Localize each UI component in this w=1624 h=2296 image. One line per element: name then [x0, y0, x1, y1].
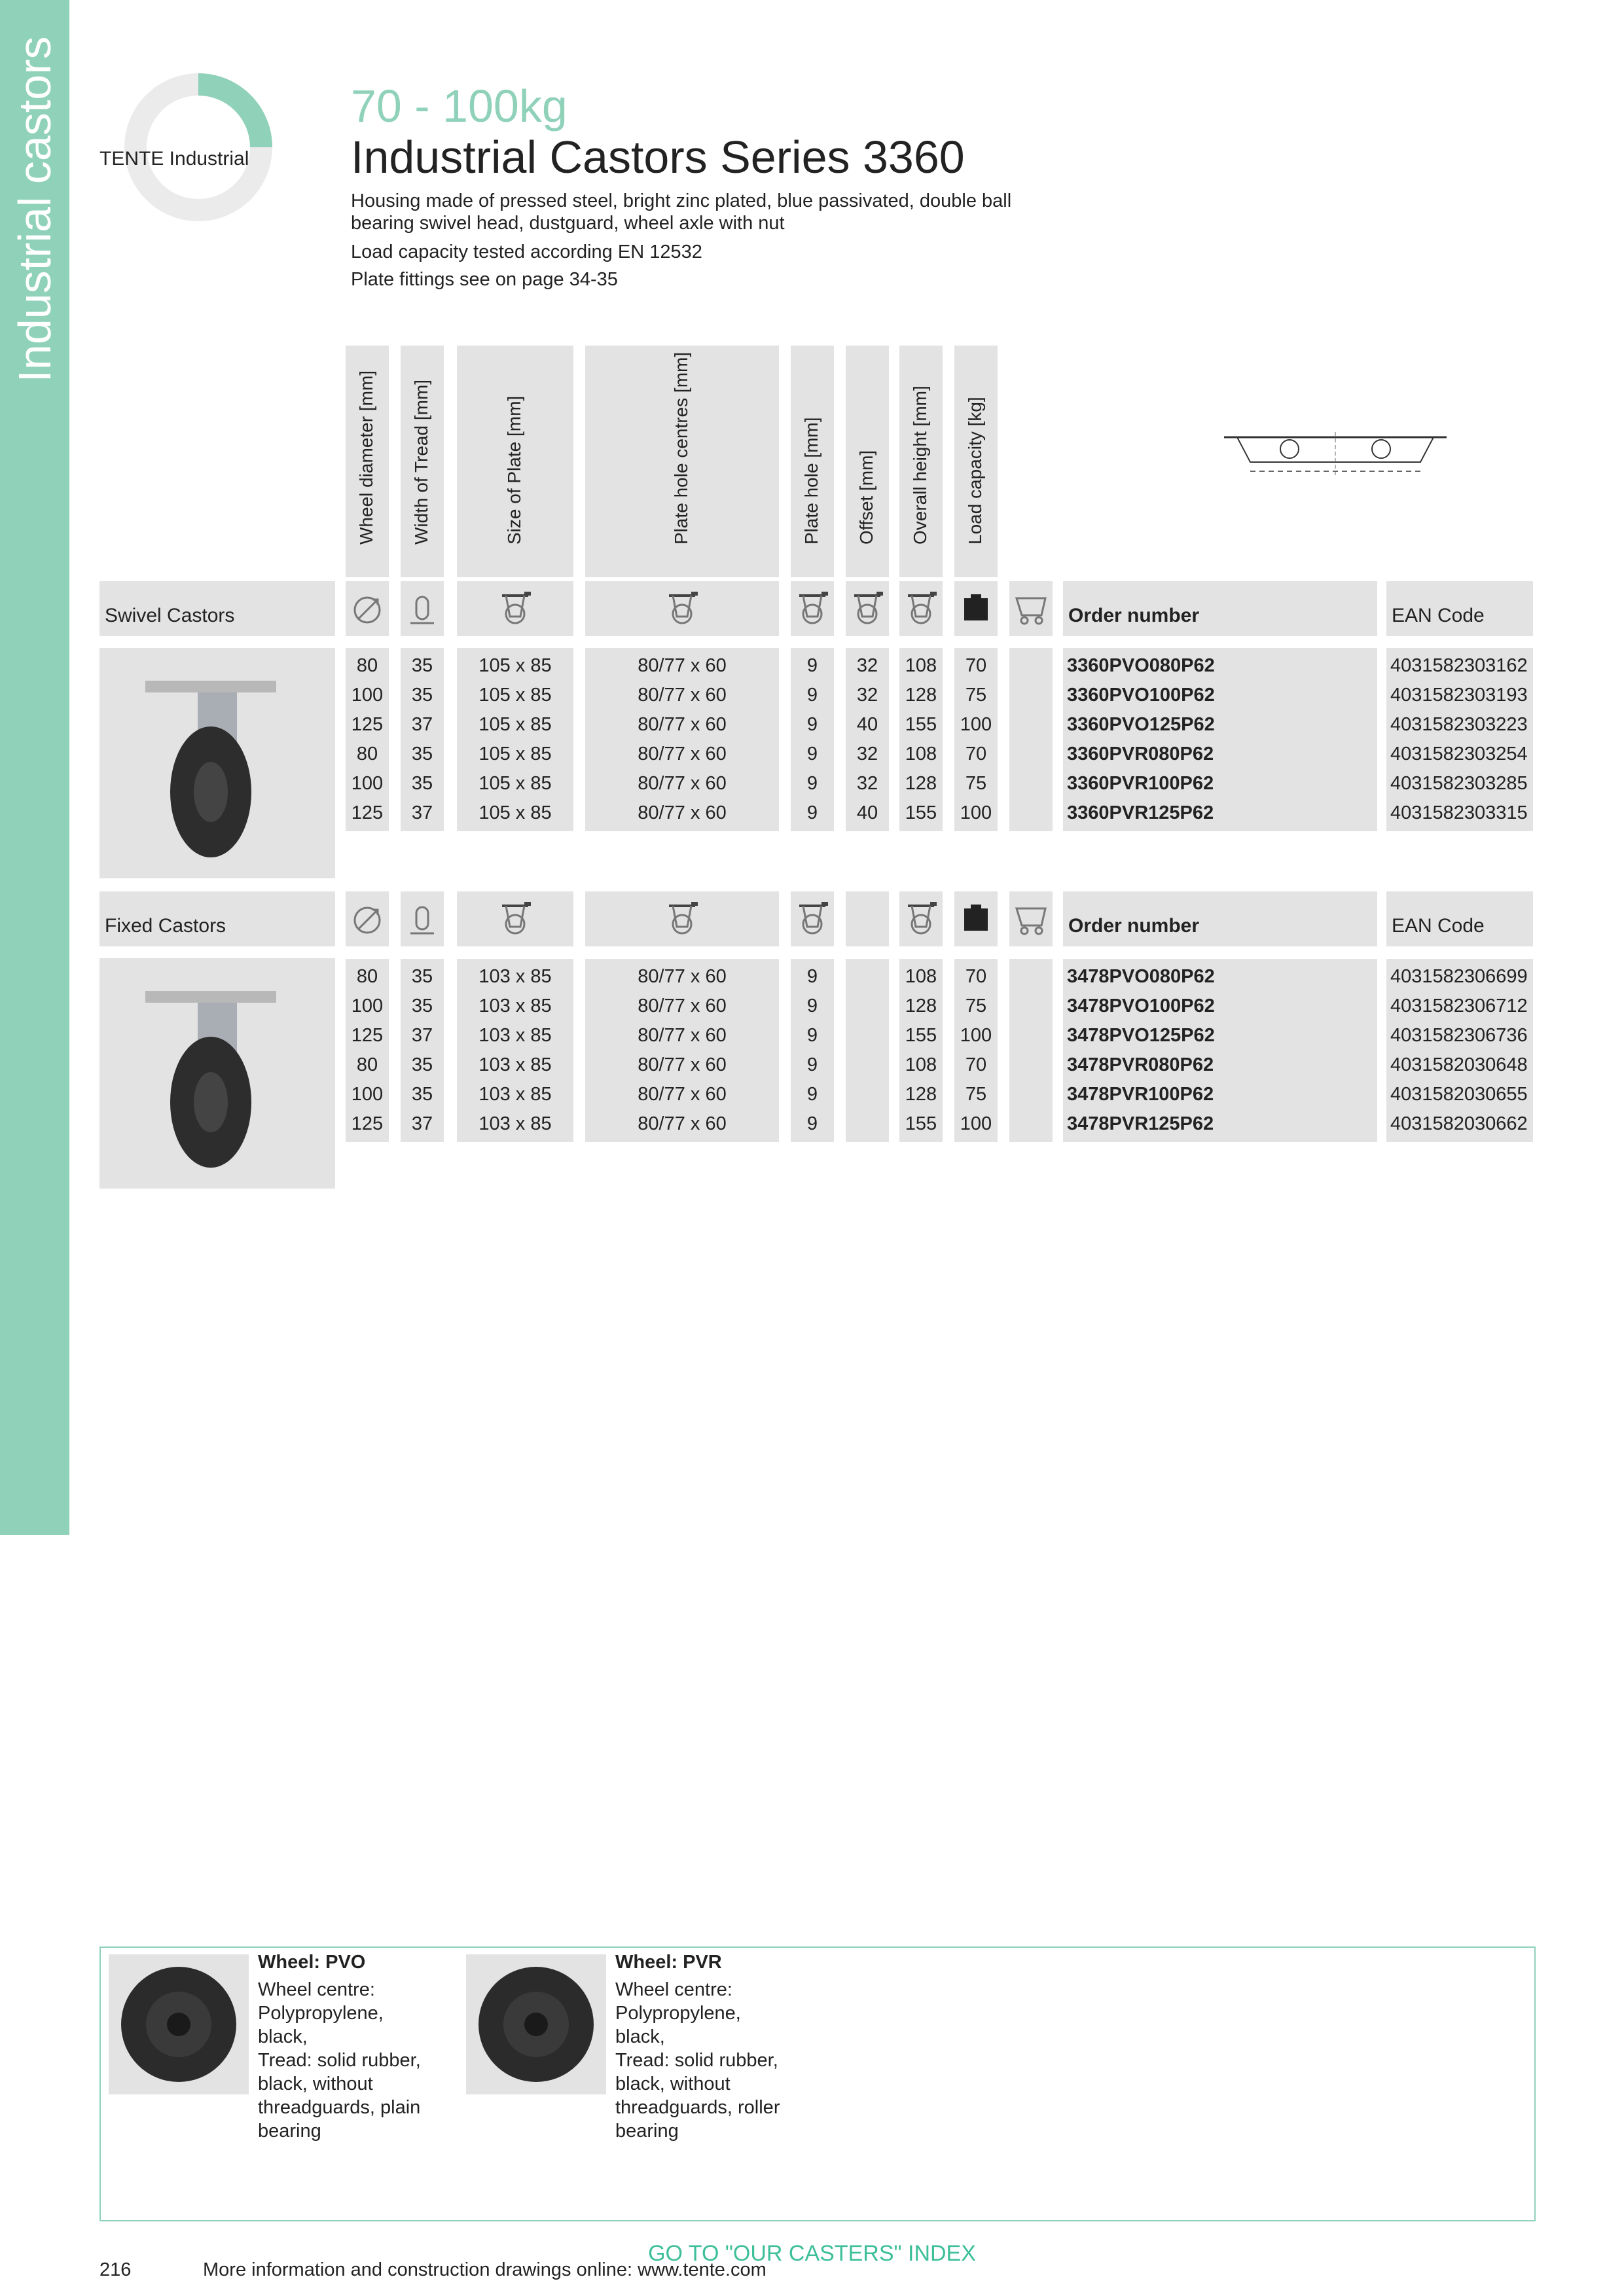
- load-cell: 70: [965, 1054, 987, 1075]
- holes-cell: 80/77 x 60: [638, 802, 727, 823]
- order-number-cell[interactable]: 3478PVR100P62: [1067, 1084, 1214, 1105]
- header-icon-cell: [346, 581, 389, 636]
- hole-cell: 9: [806, 1084, 818, 1105]
- plate-cell: 105 x 85: [478, 685, 552, 706]
- header-icon-cell: [954, 581, 998, 636]
- load-cell: 75: [965, 773, 987, 794]
- description: Housing made of pressed steel, bright zinc plated, blue passivated, double ball bearing swivel head, dustguard, wheel axle with nut: [351, 190, 1012, 234]
- brand-name: TENTE Industrial: [99, 148, 249, 170]
- brand-ring-logo: [123, 72, 274, 223]
- tread-cell: 37: [411, 1025, 433, 1046]
- column-header: Width of Tread [mm]: [401, 346, 444, 577]
- wheel-photo-pvr: [466, 1954, 606, 2094]
- holes-cell: 80/77 x 60: [638, 1025, 727, 1046]
- ean-cell: 4031582303315: [1390, 802, 1528, 823]
- wheel-title-pvo: Wheel: PVO: [258, 1952, 366, 1973]
- ean-cell: 4031582303162: [1390, 655, 1528, 676]
- load-capacity-icon: [954, 590, 998, 627]
- tread-cell: 37: [411, 714, 433, 735]
- height-cell: 155: [905, 1113, 937, 1134]
- hole-cell: 9: [806, 1113, 818, 1134]
- hole-cell: 9: [806, 802, 818, 823]
- load-cell: 70: [965, 744, 987, 764]
- header-icon-cell: [899, 581, 943, 636]
- plate-hole-icon: [791, 901, 834, 937]
- tread-cell: 35: [411, 655, 433, 676]
- order-number-header: Order number: [1068, 605, 1200, 626]
- order-number-cell[interactable]: 3478PVR080P62: [1067, 1054, 1214, 1075]
- order-number-cell[interactable]: 3360PVR080P62: [1067, 744, 1214, 764]
- load-cell: 100: [960, 1113, 992, 1134]
- diameter-cell: 80: [356, 655, 378, 676]
- load-cell: 70: [965, 966, 987, 987]
- wheel-description-pvr: Wheel centre: Polypropylene, black, Tread: solid rubber, black, without threadguards, roller bearing: [615, 1979, 780, 2142]
- column-header: Overall height [mm]: [899, 346, 943, 577]
- overall-height-icon: [899, 590, 943, 627]
- diameter-cell: 125: [351, 802, 384, 823]
- header-icon-cell: [346, 891, 389, 946]
- header-icon-cell: [1009, 581, 1053, 636]
- height-cell: 155: [905, 1025, 937, 1046]
- ean-header: EAN Code: [1392, 605, 1485, 626]
- ean-cell: 4031582303223: [1390, 714, 1528, 735]
- load-cell: 75: [965, 685, 987, 706]
- diameter-cell: 100: [351, 1084, 384, 1105]
- order-number-cell[interactable]: 3478PVO080P62: [1067, 966, 1215, 987]
- header-icon-cell: [585, 581, 779, 636]
- holes-cell: 80/77 x 60: [638, 773, 727, 794]
- ean-cell: 4031582030648: [1390, 1054, 1528, 1075]
- holes-cell: 80/77 x 60: [638, 1054, 727, 1075]
- page-title: Industrial Castors Series 3360: [351, 132, 965, 183]
- header-icon-cell: [1009, 891, 1053, 946]
- wheel-description-pvo: Wheel centre: Polypropylene, black, Tread: solid rubber, black, without threadguards, plain bearing: [258, 1979, 421, 2142]
- header-icon-cell: [791, 581, 834, 636]
- page-number: 216: [99, 2259, 132, 2280]
- column-header: Offset [mm]: [846, 346, 889, 577]
- wheel-title-pvr: Wheel: PVR: [615, 1952, 722, 1973]
- hole-cell: 9: [806, 773, 818, 794]
- height-cell: 108: [905, 655, 937, 676]
- header-icon-cell: [846, 581, 889, 636]
- holes-cell: 80/77 x 60: [638, 1113, 727, 1134]
- header-icon-cell: [401, 581, 444, 636]
- offset-cell: [846, 1050, 889, 1080]
- order-number-header: Order number: [1068, 915, 1200, 937]
- order-number-cell[interactable]: 3360PVR125P62: [1067, 802, 1214, 823]
- plate-hole-centres-icon: [585, 590, 779, 627]
- diameter-cell: 100: [351, 685, 384, 706]
- footer-info: More information and construction drawings online: www.tente.com: [203, 2259, 767, 2280]
- offset-cell: [846, 1080, 889, 1109]
- hole-cell: 9: [806, 714, 818, 735]
- offset-cell: 40: [856, 714, 878, 735]
- ean-cell: 4031582303285: [1390, 773, 1528, 794]
- load-cell: 75: [965, 1084, 987, 1105]
- height-cell: 128: [905, 996, 937, 1016]
- plate-size-icon: [457, 901, 573, 937]
- column-header: Wheel diameter [mm]: [346, 346, 389, 577]
- ean-cell: 4031582303193: [1390, 685, 1528, 706]
- height-cell: 108: [905, 1054, 937, 1075]
- castor-drawing: [1224, 432, 1447, 484]
- holes-cell: 80/77 x 60: [638, 685, 727, 706]
- height-cell: 128: [905, 685, 937, 706]
- ean-cell: 4031582030655: [1390, 1084, 1528, 1105]
- tread-cell: 35: [411, 744, 433, 764]
- column-header: Plate hole [mm]: [791, 346, 834, 577]
- header-icon-cell: [899, 891, 943, 946]
- offset-cell: 32: [856, 655, 878, 676]
- plate-hole-icon: [791, 590, 834, 627]
- wheel-diameter-icon: [346, 590, 389, 627]
- column-strip: [1009, 959, 1053, 1142]
- height-cell: 155: [905, 714, 937, 735]
- tread-cell: 37: [411, 802, 433, 823]
- plate-cell: 105 x 85: [478, 655, 552, 676]
- plate-cell: 105 x 85: [478, 802, 552, 823]
- swivel-castors-label: Swivel Castors: [105, 605, 235, 626]
- plate-cell: 103 x 85: [478, 996, 552, 1016]
- holes-cell: 80/77 x 60: [638, 714, 727, 735]
- ean-cell: 4031582306699: [1390, 966, 1528, 987]
- offset-cell: [846, 1109, 889, 1139]
- header-icon-cell: [457, 891, 573, 946]
- fixed-castor-photo: [99, 958, 335, 1189]
- ean-cell: 4031582303254: [1390, 744, 1528, 764]
- plate-cell: 105 x 85: [478, 714, 552, 735]
- ean-header: EAN Code: [1392, 915, 1485, 937]
- height-cell: 108: [905, 966, 937, 987]
- column-header: Load capacity [kg]: [954, 346, 998, 577]
- ean-cell: 4031582306736: [1390, 1025, 1528, 1046]
- diameter-cell: 125: [351, 1025, 384, 1046]
- description-norm: Load capacity tested according EN 12532: [351, 242, 702, 262]
- load-cell: 100: [960, 1025, 992, 1046]
- offset-cell: 40: [856, 802, 878, 823]
- hole-cell: 9: [806, 655, 818, 676]
- offset-cell: 32: [856, 773, 878, 794]
- offset-icon: [846, 590, 889, 627]
- holes-cell: 80/77 x 60: [638, 655, 727, 676]
- hole-cell: 9: [806, 996, 818, 1016]
- hole-cell: 9: [806, 1054, 818, 1075]
- offset-cell: [846, 1021, 889, 1050]
- diameter-cell: 80: [356, 1054, 378, 1075]
- offset-cell: [846, 962, 889, 992]
- tread-width-icon: [401, 590, 444, 627]
- hole-cell: 9: [806, 744, 818, 764]
- header-icon-cell: [585, 891, 779, 946]
- order-number-cell[interactable]: 3360PVO125P62: [1067, 714, 1215, 735]
- order-number-cell[interactable]: 3478PVO100P62: [1067, 996, 1215, 1016]
- overall-height-icon: [899, 901, 943, 937]
- tread-cell: 35: [411, 1054, 433, 1075]
- diameter-cell: 100: [351, 996, 384, 1016]
- tread-cell: 35: [411, 996, 433, 1016]
- diameter-cell: 125: [351, 1113, 384, 1134]
- column-header: Plate hole centres [mm]: [585, 346, 779, 577]
- holes-cell: 80/77 x 60: [638, 1084, 727, 1105]
- trolley-icon: [1009, 590, 1053, 627]
- holes-cell: 80/77 x 60: [638, 996, 727, 1016]
- wheel-diameter-icon: [346, 901, 389, 937]
- order-number-cell[interactable]: 3360PVO100P62: [1067, 685, 1215, 706]
- description-plate-fittings: Plate fittings see on page 34-35: [351, 269, 618, 290]
- plate-hole-centres-icon: [585, 901, 779, 937]
- ean-cell: 4031582030662: [1390, 1113, 1528, 1134]
- hole-cell: 9: [806, 685, 818, 706]
- plate-cell: 105 x 85: [478, 773, 552, 794]
- plate-cell: 103 x 85: [478, 1084, 552, 1105]
- hole-cell: 9: [806, 966, 818, 987]
- plate-cell: 105 x 85: [478, 744, 552, 764]
- column-header: Size of Plate [mm]: [457, 346, 573, 577]
- load-capacity-icon: [954, 901, 998, 937]
- load-cell: 75: [965, 996, 987, 1016]
- header-icon-cell: [791, 891, 834, 946]
- order-number-cell[interactable]: 3478PVO125P62: [1067, 1025, 1215, 1046]
- load-cell: 100: [960, 714, 992, 735]
- header-icon-cell: [401, 891, 444, 946]
- holes-cell: 80/77 x 60: [638, 966, 727, 987]
- height-cell: 128: [905, 1084, 937, 1105]
- plate-size-icon: [457, 590, 573, 627]
- load-cell: 100: [960, 802, 992, 823]
- swivel-castor-photo: [99, 648, 335, 878]
- plate-cell: 103 x 85: [478, 966, 552, 987]
- plate-cell: 103 x 85: [478, 1054, 552, 1075]
- order-number-cell[interactable]: 3360PVR100P62: [1067, 773, 1214, 794]
- load-cell: 70: [965, 655, 987, 676]
- plate-cell: 103 x 85: [478, 1113, 552, 1134]
- plate-cell: 103 x 85: [478, 1025, 552, 1046]
- header-icon-cell: [954, 891, 998, 946]
- casters-index-link[interactable]: GO TO "OUR CASTERS" INDEX: [648, 2241, 976, 2266]
- weight-range: 70 - 100kg: [351, 81, 568, 132]
- sidebar-title: Industrial castors: [9, 36, 60, 383]
- height-cell: 155: [905, 802, 937, 823]
- column-strip: [1009, 648, 1053, 831]
- offset-cell: 32: [856, 744, 878, 764]
- tread-width-icon: [401, 901, 444, 937]
- ean-cell: 4031582306712: [1390, 996, 1528, 1016]
- header-icon-cell: [457, 581, 573, 636]
- height-cell: 108: [905, 744, 937, 764]
- diameter-cell: 125: [351, 714, 384, 735]
- diameter-cell: 80: [356, 744, 378, 764]
- diameter-cell: 100: [351, 773, 384, 794]
- tread-cell: 35: [411, 1084, 433, 1105]
- trolley-icon: [1009, 901, 1053, 937]
- offset-cell: 32: [856, 685, 878, 706]
- tread-cell: 35: [411, 773, 433, 794]
- order-number-cell[interactable]: 3360PVO080P62: [1067, 655, 1215, 676]
- tread-cell: 37: [411, 1113, 433, 1134]
- wheel-photo-pvo: [109, 1954, 249, 2094]
- header-icon-cell: [846, 891, 889, 946]
- tread-cell: 35: [411, 966, 433, 987]
- height-cell: 128: [905, 773, 937, 794]
- fixed-castors-label: Fixed Castors: [105, 915, 226, 937]
- holes-cell: 80/77 x 60: [638, 744, 727, 764]
- order-number-cell[interactable]: 3478PVR125P62: [1067, 1113, 1214, 1134]
- tread-cell: 35: [411, 685, 433, 706]
- diameter-cell: 80: [356, 966, 378, 987]
- offset-cell: [846, 992, 889, 1021]
- hole-cell: 9: [806, 1025, 818, 1046]
